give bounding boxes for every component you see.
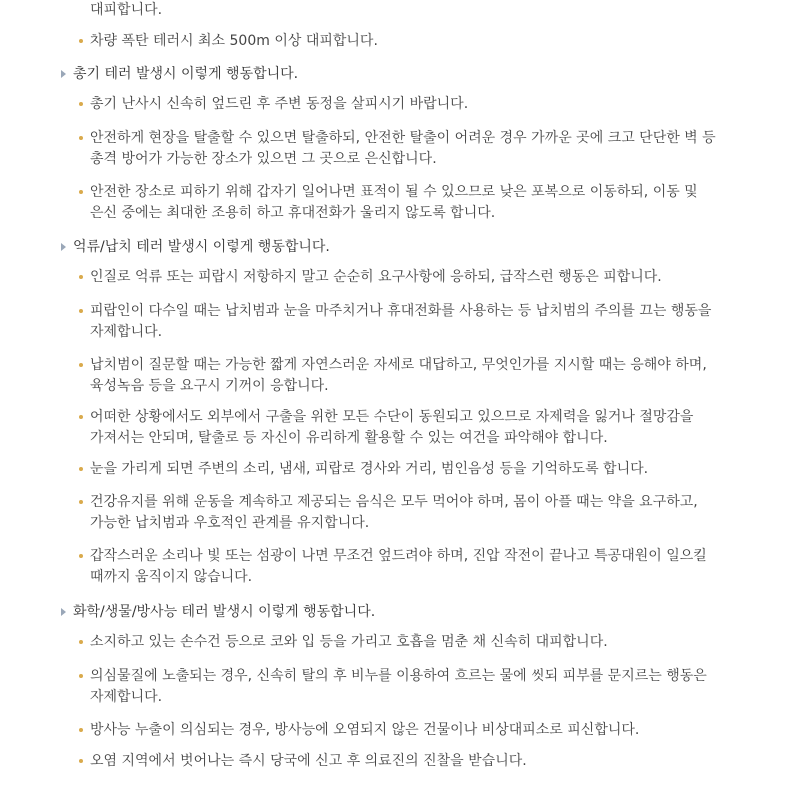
triangle-arrow-icon xyxy=(61,243,66,251)
bullet-icon xyxy=(79,674,83,678)
item-line: 총기 난사시 신속히 엎드린 후 주변 동정을 살피시기 바랍니다. xyxy=(90,96,469,112)
item-line: 건강유지를 위해 운동을 계속하고 제공되는 음식은 모두 먹어야 하며, 몸이 아플 때는 약을 요구하고, xyxy=(90,494,698,510)
list-item xyxy=(90,267,730,288)
list-item xyxy=(90,407,730,449)
triangle-arrow-icon xyxy=(61,70,66,78)
item-line: 가져서는 안되며, 탈출로 등 자신이 유리하게 활용할 수 있는 여건을 파악해야 합니다. xyxy=(90,430,608,446)
list-item xyxy=(90,31,730,52)
item-line: 오염 지역에서 벗어나는 즉시 당국에 신고 후 의료진의 진찰을 받습니다. xyxy=(90,753,527,769)
bullet-icon xyxy=(79,759,83,763)
list-item-tail xyxy=(90,0,730,21)
section-title-gun xyxy=(73,64,298,84)
list-item xyxy=(90,301,730,343)
list-item xyxy=(90,720,730,741)
list-item xyxy=(90,632,730,653)
item-line: 안전한 장소로 피하기 위해 갑자기 일어나면 표적이 될 수 있으므로 낮은 포복으로 이동하되, 이동 및 xyxy=(90,184,698,200)
bullet-icon xyxy=(79,554,83,558)
bullet-icon xyxy=(79,275,83,279)
bullet-icon xyxy=(79,640,83,644)
item-line: 방사능 누출이 의심되는 경우, 방사능에 오염되지 않은 건물이나 비상대피소로 피신합니다. xyxy=(90,722,640,738)
section-title-text: 총기 테러 발생시 이렇게 행동합니다. xyxy=(73,66,299,82)
list-item xyxy=(90,182,730,224)
section-title-cbr xyxy=(73,602,375,622)
list-item xyxy=(90,546,730,588)
item-line: 차량 폭탄 테러시 최소 500m 이상 대피합니다. xyxy=(90,33,378,49)
list-item xyxy=(90,94,730,115)
bullet-icon xyxy=(79,467,83,471)
bullet-icon xyxy=(79,39,83,43)
bullet-icon xyxy=(79,136,83,140)
bullet-icon xyxy=(79,363,83,367)
item-line: 인질로 억류 또는 피랍시 저항하지 말고 순순히 요구사항에 응하되, 급작스런 행동은 피합니다. xyxy=(90,269,662,285)
list-item xyxy=(90,666,730,708)
section-title-text: 억류/납치 테러 발생시 이렇게 행동합니다. xyxy=(73,239,330,255)
bullet-icon xyxy=(79,309,83,313)
item-line: 안전하게 현장을 탈출할 수 있으면 탈출하되, 안전한 탈출이 어려운 경우 가까운 곳에 크고 단단한 벽 등 xyxy=(90,130,716,146)
item-line: 때까지 움직이지 않습니다. xyxy=(90,569,253,585)
item-line: 소지하고 있는 손수건 등으로 코와 입 등을 가리고 호흡을 멈춘 채 신속히 대피합니다. xyxy=(90,634,608,650)
triangle-arrow-icon xyxy=(61,608,66,616)
list-item xyxy=(90,355,730,397)
item-line: 가능한 납치범과 우호적인 관계를 유지합니다. xyxy=(90,515,370,531)
section-title-hostage xyxy=(73,237,330,257)
item-line: 갑작스러운 소리나 빛 또는 섬광이 나면 무조건 엎드려야 하며, 진압 작전이 끝나고 특공대원이 일으킬 xyxy=(90,548,707,564)
list-item xyxy=(90,751,730,772)
item-line: 피랍인이 다수일 때는 납치범과 눈을 마주치거나 휴대전화를 사용하는 등 납치범의 주의를 끄는 행동을 xyxy=(90,303,712,319)
item-line: 총격 방어가 가능한 장소가 있으면 그 곳으로 은신합니다. xyxy=(90,151,437,167)
item-line: 육성녹음 등을 요구시 기꺼이 응합니다. xyxy=(90,378,329,394)
item-line: 대피합니다. xyxy=(90,2,163,18)
bullet-icon xyxy=(79,500,83,504)
item-line: 의심물질에 노출되는 경우, 신속히 탈의 후 비누를 이용하여 흐르는 물에 씻되 피부를 문지르는 행동은 xyxy=(90,668,707,684)
list-item xyxy=(90,128,730,170)
list-item xyxy=(90,459,730,480)
item-line: 눈을 가리게 되면 주변의 소리, 냄새, 피랍로 경사와 거리, 범인음성 등을 기억하도록 합니다. xyxy=(90,461,649,477)
item-line: 은신 중에는 최대한 조용히 하고 휴대전화가 울리지 않도록 합니다. xyxy=(90,205,496,221)
item-line: 자제합니다. xyxy=(90,324,163,340)
item-line: 자제합니다. xyxy=(90,689,163,705)
bullet-icon xyxy=(79,728,83,732)
bullet-icon xyxy=(79,415,83,419)
list-item xyxy=(90,492,730,534)
bullet-icon xyxy=(79,190,83,194)
item-line: 납치범이 질문할 때는 가능한 짧게 자연스러운 자세로 대답하고, 무엇인가를 지시할 때는 응해야 하며, xyxy=(90,357,707,373)
section-title-text: 화학/생물/방사능 테러 발생시 이렇게 행동합니다. xyxy=(73,604,376,620)
bullet-icon xyxy=(79,102,83,106)
item-line: 어떠한 상황에서도 외부에서 구출을 위한 모든 수단이 동원되고 있으므로 자제력을 잃거나 절망감을 xyxy=(90,409,694,425)
